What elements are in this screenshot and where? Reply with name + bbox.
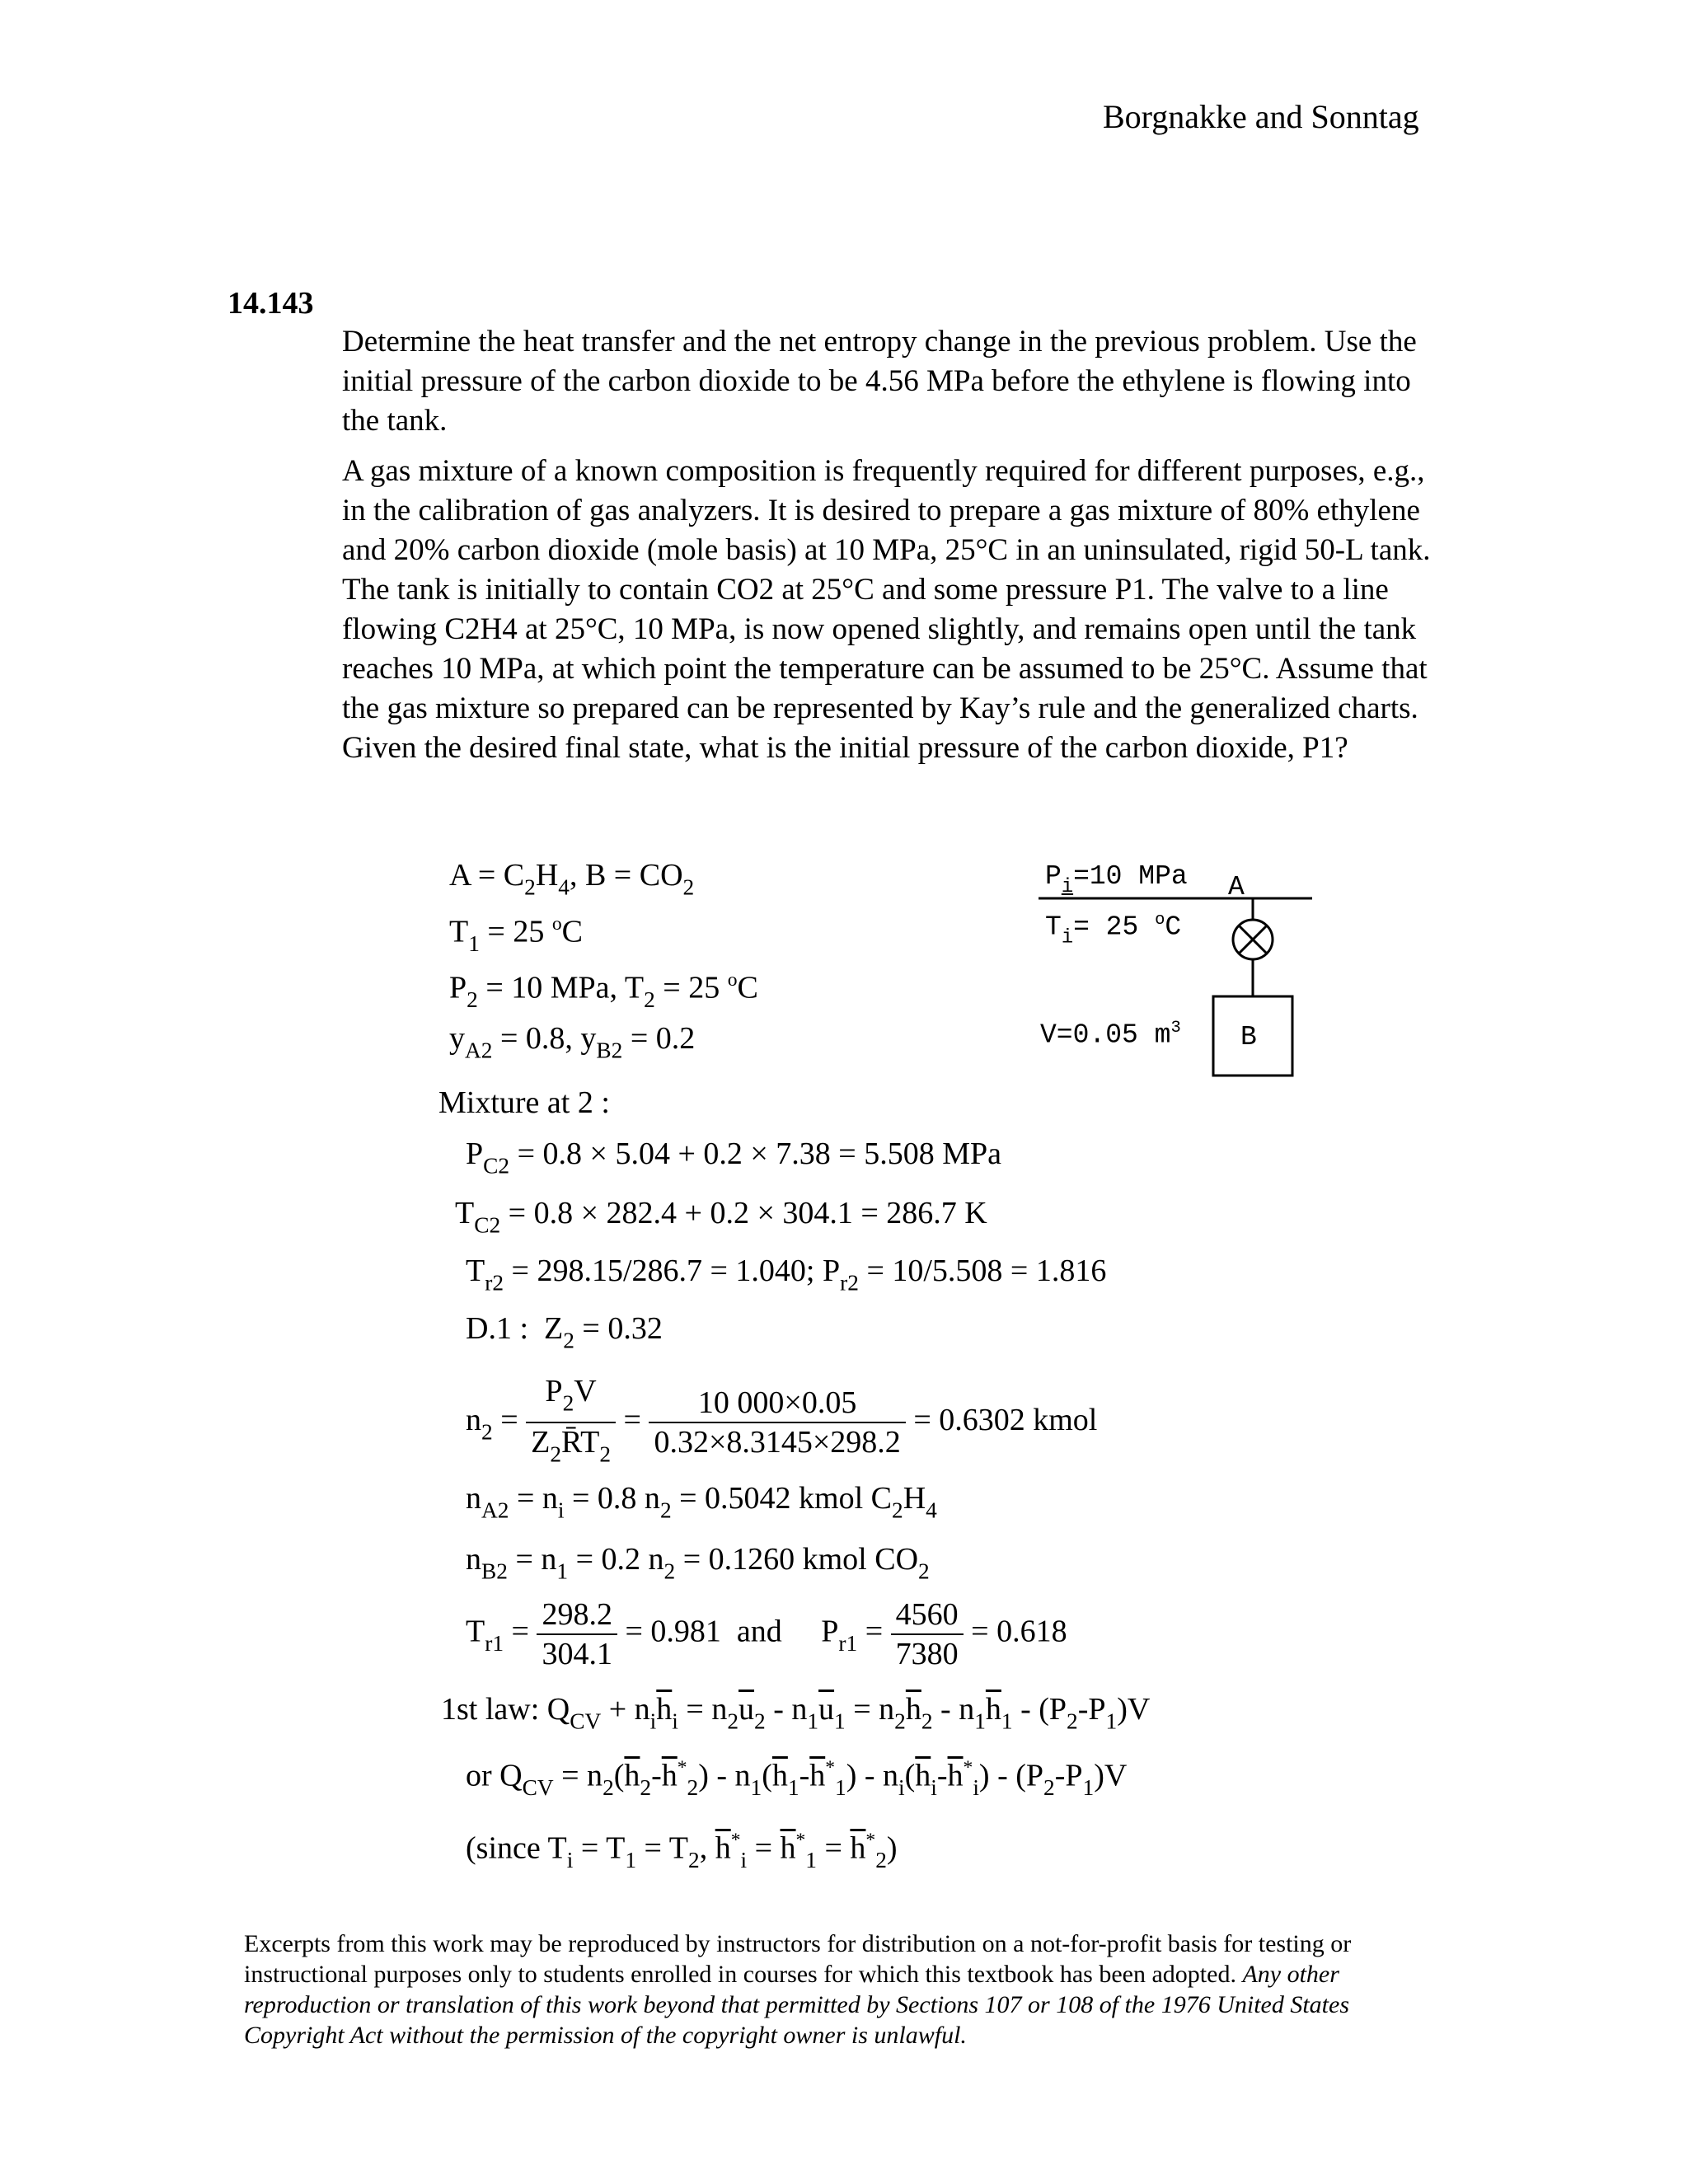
tr1-numerator: 298.2 [542, 1597, 612, 1632]
pr1-result: = 0.618 [971, 1614, 1067, 1649]
given-p2-t2: $P_2 = 10$ MPa, $T_2 = 25$ $^o$C [449, 969, 758, 1013]
n2-numeric-fraction [649, 1384, 905, 1461]
mixture-heading: Mixture at 2 : [438, 1085, 610, 1120]
and-word: and [736, 1614, 782, 1649]
diagram-line-pressure: $P_i=10$ MPa [1045, 861, 1188, 898]
previous-problem-text: A gas mixture of a known composition is frequently required for different purposes, e.g., in the calibration of gas analyzers. It is desired to prepare a gas mixture of 80% ethylene and 20% carbon dioxide (mole basis) at 10 MPa, 25°C in an uninsulated, rigid 50-L tank. The tank is initially to contain CO2 at 25°C and some pressure P1. The valve to a line flowing C2H4 at 25°C, 10 MPa, is now opened slightly, and remains open until the tank reaches 10 MPa, at which point the temperature can be assumed to be 25°C. Assume that the gas mixture so prepared can be represented by Kay’s rule and the generalized charts. Given the desired final state, what is the initial pressure of the carbon dioxide, P1? [342, 454, 1431, 765]
n2-result: = 0.6302 kmol [913, 1403, 1098, 1438]
tank-label: B [1240, 1022, 1257, 1052]
diagram-line-label: A [1228, 872, 1245, 902]
footer-italic: Any other reproduction or translation of this work beyond that permitted by Sections 107 or 108 of the 1976 United States Copyright Act without the permission of the copyright owner is unlawful. [244, 1961, 1350, 2049]
pr1-denominator: 7380 [891, 1633, 964, 1673]
given-t1: $T_1 = 25$ $^o$C [449, 913, 583, 957]
header-authors: Borgnakke and Sonntag [1103, 98, 1419, 135]
problem-number: 14.143 [227, 286, 314, 321]
eq-z2: D.1 : $Z_2 = 0.32$ [466, 1311, 663, 1353]
tr1-denominator: 304.1 [537, 1633, 617, 1673]
eq-na2: $n_{A2} = n_i = 0.8$ $n_2 = 0.5042$ kmol $C_2H_4$ [466, 1481, 937, 1523]
tank-diagram [1039, 874, 1319, 1088]
diagram-volume: V=0.05 $m^3$ [1040, 1019, 1181, 1051]
eq-n2: $n_2$ = $\frac{P_2V}{Z_2R̄T_2}$ = $\frac{10 000\times 0.05}{0.32\times 8.3145\times 298.2}$ = 0.6302 kmol [466, 1372, 1097, 1474]
eq-tr1-pr1: $T_{r1}$ = $\frac{298.2}{304.1}$ = 0.981 and $P_{r1}$ = $\frac{4560}{7380}$ = 0.618 [466, 1597, 1067, 1671]
eq-first-law: 1st law: $Q_{CV} + n_i\overline{h}_i = n_2\overline{u}_2 - n_1\overline{u}_1 = n_2\overline{h}_2 - n_1\overline{h}_1 - (P_2-P_1)V$ [441, 1692, 1151, 1734]
given-species: $A = C_2H_4$, $B = CO_2$ [449, 858, 695, 900]
tr1-fraction [537, 1596, 617, 1673]
copyright-footer [244, 1929, 1456, 2050]
n2-denominator: 0.32×8.3145×298.2 [649, 1422, 905, 1461]
footer-normal: Excerpts from this work may be reproduced by instructors for distribution on a not-for-profit basis for testing or instructional purposes only to students enrolled in courses for which this textbook has been adopted. [244, 1930, 1352, 1988]
problem-question: Determine the heat transfer and the net entropy change in the previous problem. Use the initial pressure of the carbon dioxide to be 4.56 MPa before the ethylene is flowing into the tank. [342, 325, 1417, 438]
n2-symbolic-fraction: $\frac{P_2V}{Z_2R̄T_2}$ [526, 1372, 616, 1474]
pr1-numerator: 4560 [895, 1597, 959, 1632]
valve-icon [1233, 920, 1273, 959]
pr1-fraction [891, 1596, 964, 1673]
eq-tr2-pr2: $T_{r2} = 298.15/286.7 = 1.040$; $P_{r2} = 10/5.508 = 1.816$ [466, 1254, 1107, 1296]
eq-nb2: $n_{B2} = n_1 = 0.2$ $n_2 = 0.1260$ kmol $CO_2$ [466, 1542, 930, 1584]
eq-tc2: $T_{C2} = 0.8 \times 282.4 + 0.2 \times 304.1 = 286.7$ K [455, 1196, 987, 1238]
eq-or-qcv: or $Q_{CV} = n_2(\overline{h}_2-\overline{h}^*_2) - n_1(\overline{h}_1-\overline{h}^*_1) - n_i(\overline{h}_i-\overline{h}^*_i) - (P_2-P_1)V$ [466, 1757, 1128, 1801]
eq-pc2: $P_{C2} = 0.8 \times 5.04 + 0.2 \times 7.38 = 5.508$ MPa [466, 1137, 1002, 1179]
tr1-result: = 0.981 [625, 1614, 721, 1649]
diagram-line-temperature: $T_i= 25$ $^o$C [1045, 911, 1182, 949]
n2-numerator: 10 000×0.05 [697, 1385, 857, 1421]
eq-since: (since $T_i = T_1 = T_2$, $\overline{h}^*_i = \overline{h}^*_1 = \overline{h}^*_2$) [466, 1830, 898, 1873]
given-mole-fractions: $y_{A2} = 0.8$, $y_{B2} = 0.2$ [449, 1021, 696, 1063]
